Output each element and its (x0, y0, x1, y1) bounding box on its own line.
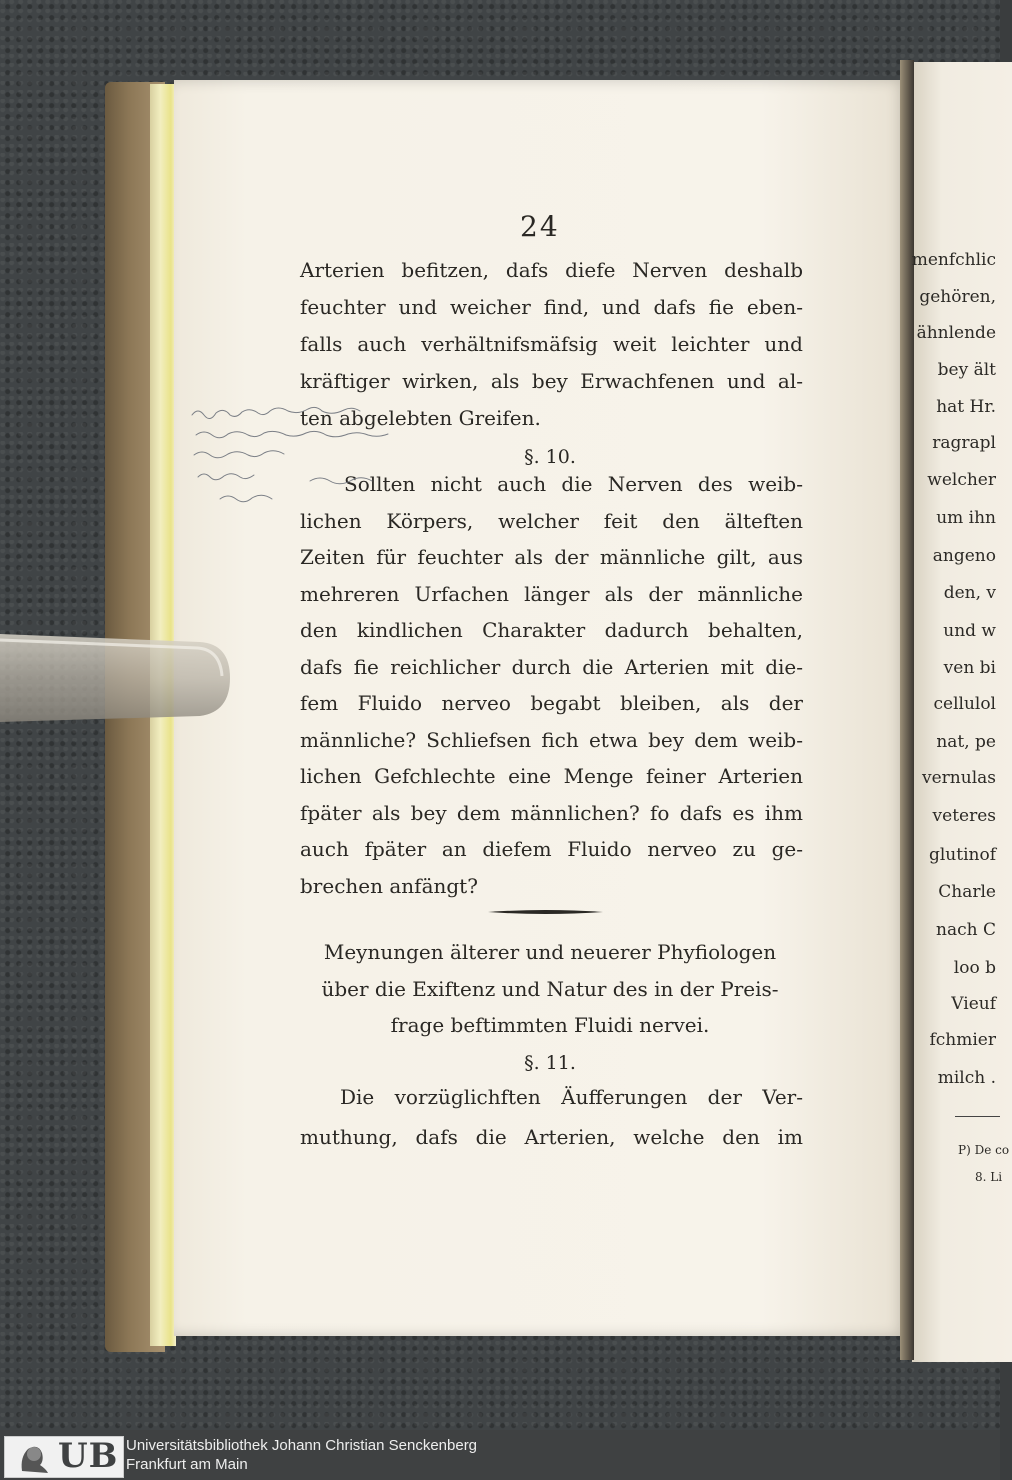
text-line: fpäter als bey dem männlichen? fo dafs es ihm (300, 801, 803, 825)
text-line: Zeiten für feuchter als der männliche gilt, aus (300, 545, 803, 569)
right-page-line: vernulas (922, 768, 996, 788)
text-line: kräftiger wirken, als bey Erwachfenen und al- (300, 369, 803, 393)
institution-name: Universitätsbibliothek Johann Christian Senckenberg (126, 1437, 478, 1454)
right-page-line: um ihn (936, 508, 996, 528)
handwritten-margin-note (190, 395, 490, 525)
text-line: muthung, dafs die Arterien, welche den im (300, 1125, 803, 1149)
footnote-rule (955, 1116, 1000, 1117)
text-line: feuchter und weicher find, und dafs fie eben- (300, 295, 803, 319)
heading-line: frage beftimmten Fluidi nervei. (390, 1013, 710, 1037)
right-page-line: glutinof (928, 845, 996, 865)
right-page-line: ähnlende (916, 323, 996, 343)
text-line: falls auch verhältnifsmäfsig weit leichter und (300, 332, 803, 356)
text-line: mehreren Urfachen länger als der männliche (300, 582, 803, 606)
right-page-line: gehören, (919, 287, 996, 307)
text-line: männliche? Schliefsen fich etwa bey dem weib- (300, 728, 803, 752)
section-heading-10: §. 10. (524, 446, 576, 468)
portrait-logo-icon (8, 1439, 54, 1473)
right-page-line: bey ält (937, 360, 996, 380)
right-page-line: nat, pe (936, 732, 996, 752)
section-heading-11: §. 11. (524, 1052, 576, 1074)
text-line: auch fpäter an diefem Fluido nerveo zu ge- (300, 837, 803, 861)
right-page-line: nach C (936, 920, 996, 940)
glass-page-weight (0, 628, 232, 728)
heading-line: über die Exiftenz und Natur des in der Preis- (321, 977, 779, 1001)
text-line: ten abgelebten Greifen. (300, 406, 541, 430)
footnote-line: 8. Li (975, 1170, 1003, 1184)
text-line: fem Fluido nerveo begabt bleiben, als der (300, 691, 803, 715)
text-line: Die vorzüglichften Äufferungen der Ver- (340, 1085, 803, 1109)
right-page-line: menfchlic (911, 250, 996, 270)
text-line: Sollten nicht auch die Nerven des weib- (344, 472, 803, 496)
right-page-line: Charle (938, 882, 996, 902)
right-page-line: ven bi (943, 658, 996, 678)
logo-text: UB (58, 1436, 119, 1476)
text-line: dafs fie reichlicher durch die Arterien mit die- (300, 655, 803, 679)
right-page-line: veteres (932, 806, 996, 826)
right-page-line: cellulol (933, 694, 996, 714)
right-page-line: den, v (943, 583, 996, 603)
right-page-line: und w (943, 621, 996, 641)
text-line: lichen Gefchlechte eine Menge feiner Arterien (300, 764, 803, 788)
text-line: Arterien befitzen, dafs diefe Nerven deshalb (300, 258, 803, 282)
text-line: lichen Körpers, welcher feit den älteften (300, 509, 803, 533)
heading-line: Meynungen älterer und neuerer Phyfiologen (323, 940, 777, 964)
page-number: 24 (520, 210, 560, 243)
right-page-line: angeno (932, 546, 996, 566)
right-page-line: welcher (927, 470, 996, 490)
right-page-line: ragrapl (932, 433, 996, 453)
right-page-line: hat Hr. (936, 397, 996, 417)
ornamental-rule (488, 909, 603, 915)
text-line: den kindlichen Charakter dadurch behalten, (300, 618, 803, 642)
right-page-line: fchmier (929, 1030, 996, 1050)
right-page-line: Vieuf (951, 994, 996, 1014)
right-page-line: milch . (937, 1068, 996, 1088)
footnote-line: P) De co (958, 1143, 1010, 1157)
right-page-line: loo b (953, 958, 996, 978)
institution-location: Frankfurt am Main (126, 1456, 248, 1473)
text-line: brechen anfängt? (300, 874, 478, 898)
